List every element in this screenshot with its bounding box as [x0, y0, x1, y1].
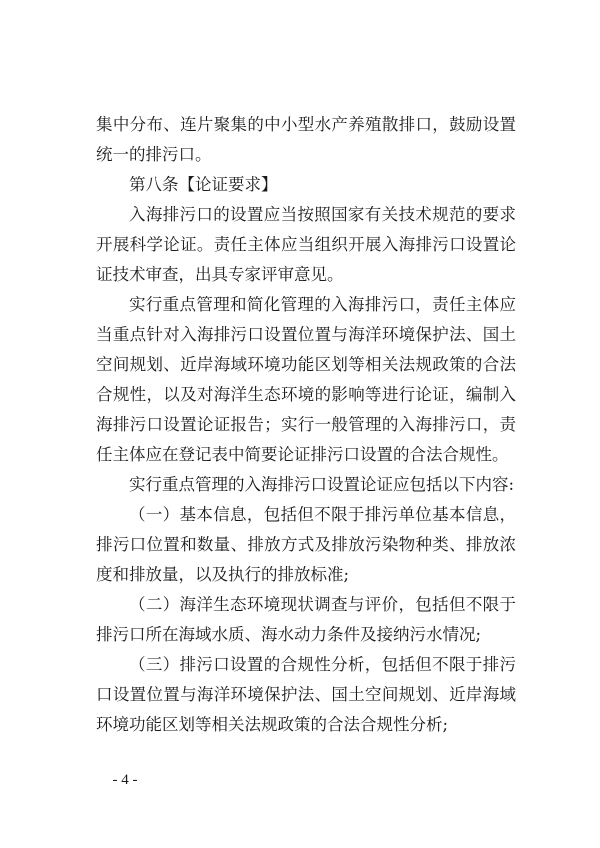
paragraph: 入海排污口的设置应当按照国家有关技术规范的要求开展科学论证。责任主体应当组织开展入海排污口设置论证技术审查，出具专家评审意见。 — [96, 205, 516, 284]
paragraph: 实行重点管理和简化管理的入海排污口，责任主体应当重点针对入海排污口设置位置与海洋环境保护法、国土空间规划、近岸海域环境功能区划等相关法规政策的合法合规性，以及对海洋生态环境的影响等进行论证，编制入海排污口设置论证报告；实行一般管理的入海排污口，责任主体应在登记表中简要论证排污口设置的合法合规性。 — [96, 295, 516, 464]
document-body — [96, 110, 516, 740]
paragraph-continuation: 集中分布、连片聚集的中小型水产养殖散排口，鼓励设置统一的排污口。 — [96, 115, 516, 164]
paragraph: 实行重点管理的入海排污口设置论证应包括以下内容: — [129, 475, 515, 494]
article-heading: 第八条【论证要求】 — [129, 175, 278, 194]
list-item: （三）排污口设置的合规性分析，包括但不限于排污口设置位置与海洋环境保护法、国土空间规划、近岸海域环境功能区划等相关法规政策的合法合规性分析; — [96, 655, 516, 734]
list-item: （一）基本信息，包括但不限于排污单位基本信息，排污口位置和数量、排放方式及排放污染物种类、排放浓度和排放量，以及执行的排放标准; — [96, 505, 516, 584]
page-number: - 4 - — [112, 772, 138, 788]
list-item: （二）海洋生态环境现状调查与评价，包括但不限于排污口所在海域水质、海水动力条件及接纳污水情况; — [96, 595, 516, 644]
